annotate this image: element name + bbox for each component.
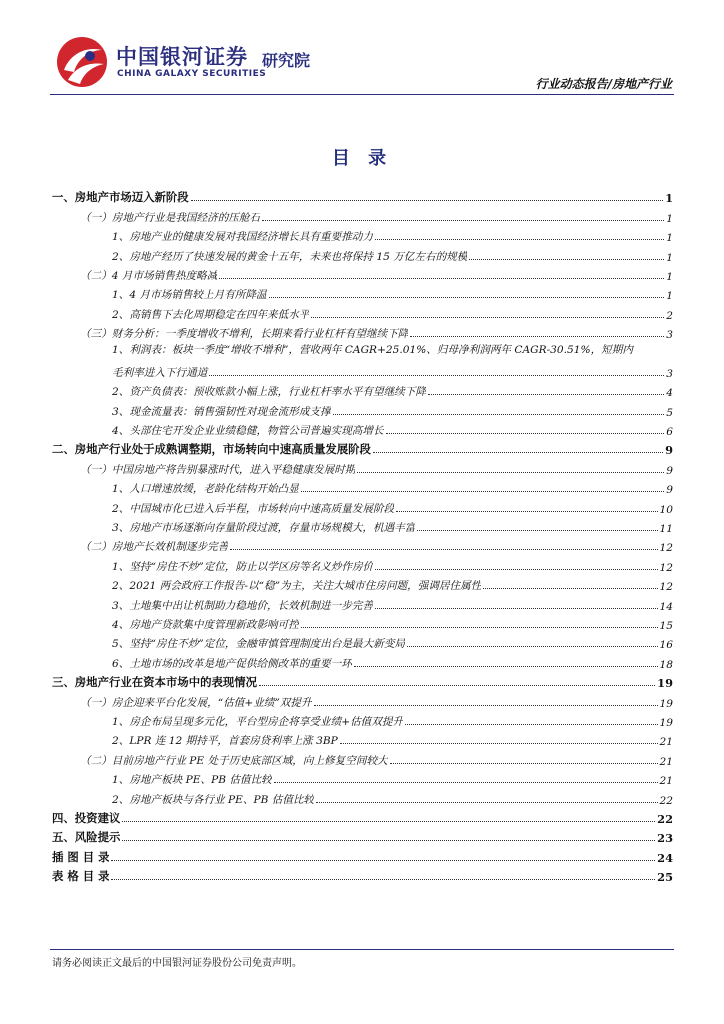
toc-page-number: 1 (666, 290, 673, 303)
toc-entry[interactable] (52, 322, 673, 341)
toc-entry-text: 1、坚持“房住不炒”定位，防止以学区房等名义炒作房价 (112, 560, 374, 573)
toc-entry-text: 2、资产负债表：预收账款小幅上涨，行业杠杆率水平有望继续下降 (112, 386, 426, 399)
toc-page-number: 14 (659, 600, 673, 613)
toc-title: 目 录 (331, 148, 393, 169)
toc-entry-text: 一、房地产市场迈入新阶段 (52, 190, 189, 205)
toc-entry-text: 1、房地产板块 PE、PB 估值比较 (112, 774, 272, 787)
toc-entry[interactable] (52, 690, 673, 709)
toc-entry[interactable] (52, 264, 673, 283)
toc-entry[interactable] (52, 710, 673, 729)
toc-entry-text: 插 图 目 录 (52, 849, 110, 864)
toc-page-number: 9 (666, 464, 673, 477)
toc-leader-dots (230, 549, 657, 550)
toc-entry[interactable] (52, 477, 673, 496)
toc-entry-text: 四、投资建议 (52, 810, 121, 825)
toc-leader-dots (354, 666, 658, 667)
toc-entry-text: 5、坚持“房住不炒”定位，金融审慎管理制度出台是最大新变局 (112, 638, 406, 651)
brand-name-cn: 中国银河证券 (116, 45, 248, 69)
toc-page-number: 2 (666, 309, 673, 322)
toc-leader-dots (219, 278, 664, 279)
toc-entry[interactable] (52, 244, 673, 263)
toc-leader-dots (375, 569, 657, 570)
toc-page-number: 4 (666, 387, 673, 400)
toc-entry-text: （二）房地产长效机制逐步完善 (80, 541, 229, 554)
toc-entry[interactable] (52, 516, 673, 535)
toc-leader-dots (405, 724, 657, 725)
toc-entry-text: 1、房企布局呈现多元化，平台型房企将享受业绩+估值双提升 (112, 715, 404, 728)
toc-page-number: 12 (659, 542, 673, 555)
toc-page-number: 15 (659, 619, 673, 632)
toc-leader-dots (191, 200, 663, 201)
toc-entry-text: 4、头部住宅开发企业业绩稳健，物管公司普遍实现高增长 (112, 425, 384, 438)
toc-leader-dots (333, 414, 665, 415)
toc-leader-dots (209, 375, 664, 376)
toc-entry-text: 3、土地集中出让机制助力稳地价，长效机制进一步完善 (112, 599, 373, 612)
toc-leader-dots (386, 433, 665, 434)
footer-divider (50, 949, 674, 950)
toc-entry[interactable] (52, 341, 673, 380)
toc-leader-dots (111, 879, 655, 880)
toc-page-number: 10 (659, 503, 673, 516)
toc-entry[interactable] (52, 380, 673, 399)
toc-entry-text: 二、房地产行业处于成熟调整期，市场转向中速高质量发展阶段 (52, 442, 371, 457)
toc-entry[interactable] (52, 865, 673, 884)
toc-entry-text: （三）财务分析：一季度增收不增利，长期来看行业杠杆有望继续下降 (80, 328, 409, 341)
toc-leader-dots (373, 452, 663, 453)
toc-page-number: 21 (659, 775, 673, 788)
toc-page-number: 1 (666, 232, 673, 245)
toc-leader-dots (301, 627, 658, 628)
toc-entry[interactable] (52, 457, 673, 476)
footer-disclaimer: 请务必阅读正文最后的中国银河证券股份公司免责声明。 (52, 958, 302, 969)
toc-leader-dots (301, 491, 664, 492)
toc-entry[interactable] (52, 225, 673, 244)
toc-leader-dots (483, 588, 657, 589)
toc-entry[interactable] (52, 574, 673, 593)
toc-entry-text: 6、土地市场的改革是地产促供给侧改革的重要一环 (112, 657, 352, 670)
toc-entry[interactable] (52, 729, 673, 748)
toc-entry[interactable] (52, 438, 673, 457)
report-type: 行业动态报告/房地产行业 (535, 77, 672, 91)
toc-leader-dots (316, 802, 657, 803)
toc-entry[interactable] (52, 768, 673, 787)
page-header (0, 0, 724, 100)
toc-leader-dots (122, 840, 655, 841)
toc-leader-dots (390, 763, 658, 764)
toc-entry[interactable] (52, 554, 673, 573)
toc-entry[interactable] (52, 593, 673, 612)
toc-leader-dots (407, 646, 658, 647)
toc-leader-dots (357, 472, 664, 473)
toc-entry-text: 五、风险提示 (52, 830, 121, 845)
toc-entry-text-continued: 毛利率进入下行通道 (112, 366, 208, 379)
toc-leader-dots (375, 608, 658, 609)
toc-page-number: 19 (657, 676, 673, 691)
toc-page-number: 6 (666, 426, 673, 439)
toc-entry[interactable] (52, 419, 673, 438)
toc-page-number: 12 (659, 561, 673, 574)
toc-leader-dots (122, 821, 655, 822)
toc-entry-text: 3、现金流量表：销售强韧性对现金流形成支撑 (112, 405, 331, 418)
toc-leader-dots (314, 705, 658, 706)
toc-page-number: 22 (657, 811, 673, 826)
toc-entry[interactable] (52, 535, 673, 554)
toc-entry-text: 三、房地产行业在资本市场中的表现情况 (52, 675, 258, 690)
toc-page-number: 18 (659, 658, 673, 671)
toc-entry-text: （二）4 月市场销售热度略减 (80, 269, 218, 282)
toc-entry-text: 2、房地产板块与各行业 PE、PB 估值比较 (112, 793, 315, 806)
toc-page-number: 19 (659, 716, 673, 729)
toc-entry[interactable] (52, 186, 673, 205)
toc-entry[interactable] (52, 632, 673, 651)
toc-page-number: 23 (657, 831, 673, 846)
toc-entry[interactable] (52, 496, 673, 515)
toc-entry[interactable] (52, 205, 673, 224)
toc-leader-dots (469, 259, 664, 260)
toc-entry[interactable] (52, 283, 673, 302)
toc-entry-text: （二）目前房地产行业 PE 处于历史底部区域，向上修复空间较大 (80, 754, 388, 767)
toc-page-number: 21 (659, 736, 673, 749)
toc-page-number: 1 (666, 212, 673, 225)
toc-leader-dots (259, 685, 655, 686)
toc-page-number: 22 (659, 794, 673, 807)
toc-entry[interactable] (52, 748, 673, 767)
toc-entry-text: 3、房地产市场逐渐向存量阶段过渡，存量市场规模大，机遇丰富 (112, 522, 416, 535)
toc-page-number: 9 (666, 484, 673, 497)
toc-entry[interactable] (52, 671, 673, 690)
toc-entry[interactable] (52, 845, 673, 864)
toc-entry-text: 2、房地产经历了快速发展的黄金十五年，未来也将保持 15 万亿左右的规模 (112, 250, 468, 263)
toc-entry[interactable] (52, 399, 673, 418)
toc-page-number: 21 (659, 755, 673, 768)
toc-entry-text: 2、LPR 连 12 期持平，首套房贷利率上涨 3BP (112, 735, 338, 748)
toc-entry[interactable] (52, 807, 673, 826)
toc-entry-text: 2、2021 两会政府工作报告-以“稳”为主，关注大城市住房问题，强调居住属性 (112, 580, 482, 593)
toc-leader-dots (417, 530, 657, 531)
toc-leader-dots (269, 297, 665, 298)
toc-leader-dots (340, 743, 658, 744)
toc-page-number: 25 (657, 870, 673, 885)
toc-entry-text: 1、人口增速放缓，老龄化结构开始凸显 (112, 483, 299, 496)
toc-page-number: 3 (666, 329, 673, 342)
brand-name-en: CHINA GALAXY SECURITIES (117, 69, 267, 79)
toc-page-number: 9 (665, 443, 673, 458)
toc-entry-text: 4、房地产贷款集中度管理新政影响可控 (112, 618, 299, 631)
galaxy-logo-icon (56, 36, 108, 88)
toc-entry-text: 表 格 目 录 (52, 869, 110, 884)
toc-leader-dots (375, 239, 664, 240)
toc-entry[interactable] (52, 787, 673, 806)
toc-entry-text: （一）房企迎来平台化发展，“估值+业绩”双提升 (80, 696, 312, 709)
toc-page-number: 1 (666, 251, 673, 264)
toc-entry-text: （一）房地产行业是我国经济的压舱石 (80, 211, 261, 224)
toc-page-number: 5 (666, 406, 673, 419)
toc-page-number: 1 (665, 191, 673, 206)
table-of-contents (52, 186, 673, 884)
toc-page-number: 11 (659, 523, 673, 536)
toc-leader-dots (396, 511, 657, 512)
toc-leader-dots (274, 782, 658, 783)
toc-entry[interactable] (52, 651, 673, 670)
toc-page-number: 1 (666, 270, 673, 283)
toc-entry[interactable] (52, 826, 673, 845)
toc-leader-dots (111, 860, 655, 861)
toc-entry-text: 2、中国城市化已进入后半程，市场转向中速高质量发展阶段 (112, 502, 395, 515)
toc-entry-text: 2、高销售下去化周期稳定在四年来低水平 (112, 308, 310, 321)
toc-page-number: 16 (659, 639, 673, 652)
toc-page-number: 19 (659, 697, 673, 710)
toc-leader-dots (311, 317, 664, 318)
toc-entry-text: 1、房地产业的健康发展对我国经济增长具有重要推动力 (112, 231, 373, 244)
brand-institute: 研究院 (262, 51, 311, 70)
toc-page-number: 12 (659, 581, 673, 594)
toc-leader-dots (428, 394, 664, 395)
toc-entry-text: （一）中国房地产将告别暴涨时代，进入平稳健康发展时期 (80, 463, 356, 476)
header-divider (50, 94, 674, 95)
toc-entry-text: 1、4 月市场销售较上月有所降温 (112, 289, 267, 302)
toc-entry[interactable] (52, 613, 673, 632)
toc-entry-text: 1、利润表：板块一季度“增收不增利”，营收两年 CAGR+25.01%、归母净利润两年 CAGR-30.51%，短期内 (112, 344, 633, 357)
toc-page-number: 3 (666, 367, 673, 380)
toc-entry[interactable] (52, 302, 673, 321)
toc-page-number: 24 (657, 850, 673, 865)
toc-leader-dots (262, 220, 664, 221)
toc-leader-dots (410, 336, 664, 337)
